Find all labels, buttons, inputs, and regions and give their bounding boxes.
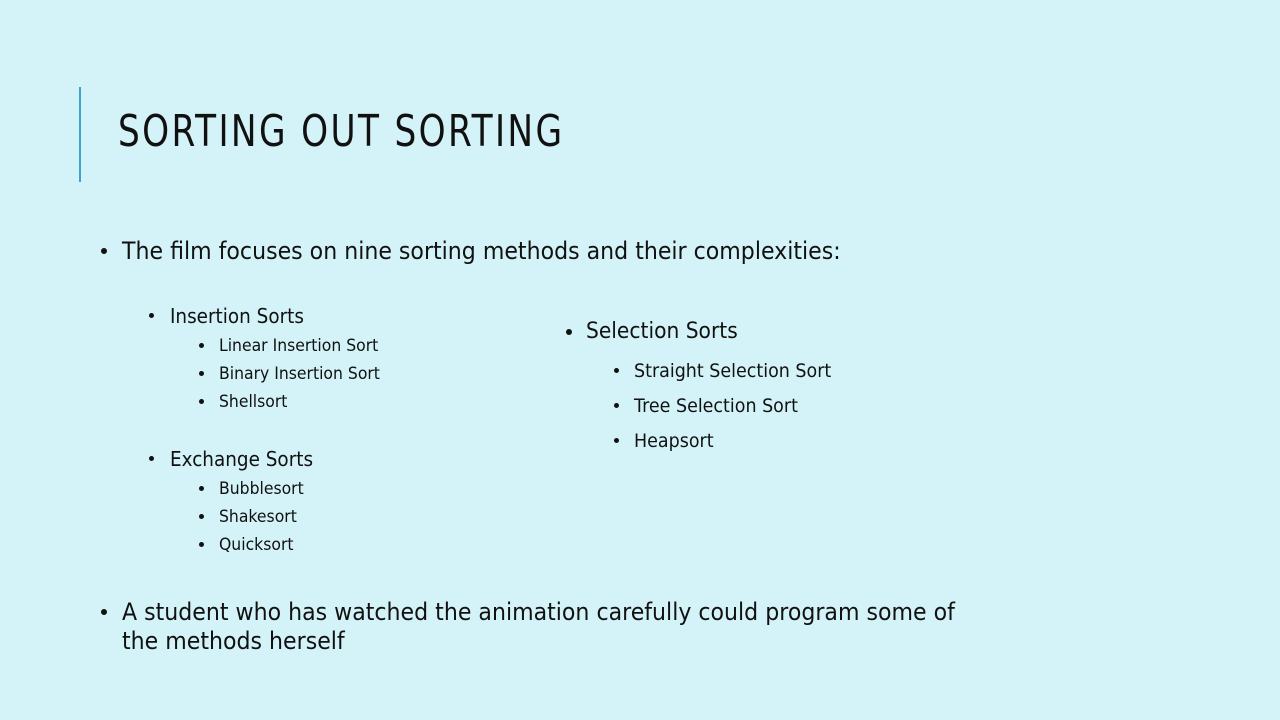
- list-item: [219, 336, 392, 356]
- list-item: [634, 430, 720, 452]
- bullet-dot-icon: [566, 329, 572, 335]
- selection-sorts-label: Selection Sorts: [586, 319, 738, 344]
- bullet-dot-icon: [101, 248, 107, 254]
- bullet-text: the methods herself: [122, 627, 345, 655]
- list-item-text: Bubblesort: [219, 479, 304, 499]
- exchange-sorts-label: Exchange Sorts: [170, 447, 314, 471]
- list-item: [219, 392, 293, 412]
- insertion-sorts-heading: [170, 304, 316, 328]
- list-item-text: Binary Insertion Sort: [219, 364, 380, 384]
- exchange-sorts-heading: [170, 447, 326, 471]
- list-item-text: Shellsort: [219, 392, 288, 412]
- list-item-text: Heapsort: [634, 430, 714, 452]
- bullet-dot-icon: [199, 486, 204, 491]
- bullet-dot-icon: [199, 371, 204, 376]
- list-item: [634, 395, 812, 417]
- list-item-text: Linear Insertion Sort: [219, 336, 379, 356]
- bullet-dot-icon: [101, 609, 107, 615]
- list-item: [219, 364, 394, 384]
- selection-sorts-heading: [586, 319, 751, 344]
- bullet-dot-icon: [614, 368, 619, 373]
- list-item-text: Quicksort: [219, 535, 294, 555]
- bullet-dot-icon: [199, 542, 204, 547]
- bullet-student-program: [122, 598, 1027, 626]
- bullet-text: The film focuses on nine sorting methods and their complexities:: [122, 237, 841, 265]
- list-item: [219, 479, 311, 499]
- bullet-text: A student who has watched the animation carefully could program some of: [122, 598, 955, 626]
- list-item: [219, 535, 300, 555]
- bullet-dot-icon: [199, 399, 204, 404]
- bullet-film-focus: [122, 237, 903, 265]
- bullet-dot-icon: [199, 514, 204, 519]
- list-item-text: Tree Selection Sort: [634, 395, 798, 417]
- list-item: [219, 507, 304, 527]
- bullet-dot-icon: [614, 438, 619, 443]
- title-accent-bar: [79, 87, 81, 182]
- bullet-dot-icon: [149, 313, 154, 318]
- bullet-dot-icon: [614, 403, 619, 408]
- list-item-text: Straight Selection Sort: [634, 360, 832, 382]
- bullet-continuation: [122, 627, 364, 655]
- list-item: [634, 360, 848, 382]
- list-item-text: Shakesort: [219, 507, 297, 527]
- bullet-dot-icon: [199, 343, 204, 348]
- slide-title: SORTING OUT SORTING: [118, 106, 565, 157]
- bullet-dot-icon: [149, 456, 154, 461]
- insertion-sorts-label: Insertion Sorts: [170, 304, 304, 328]
